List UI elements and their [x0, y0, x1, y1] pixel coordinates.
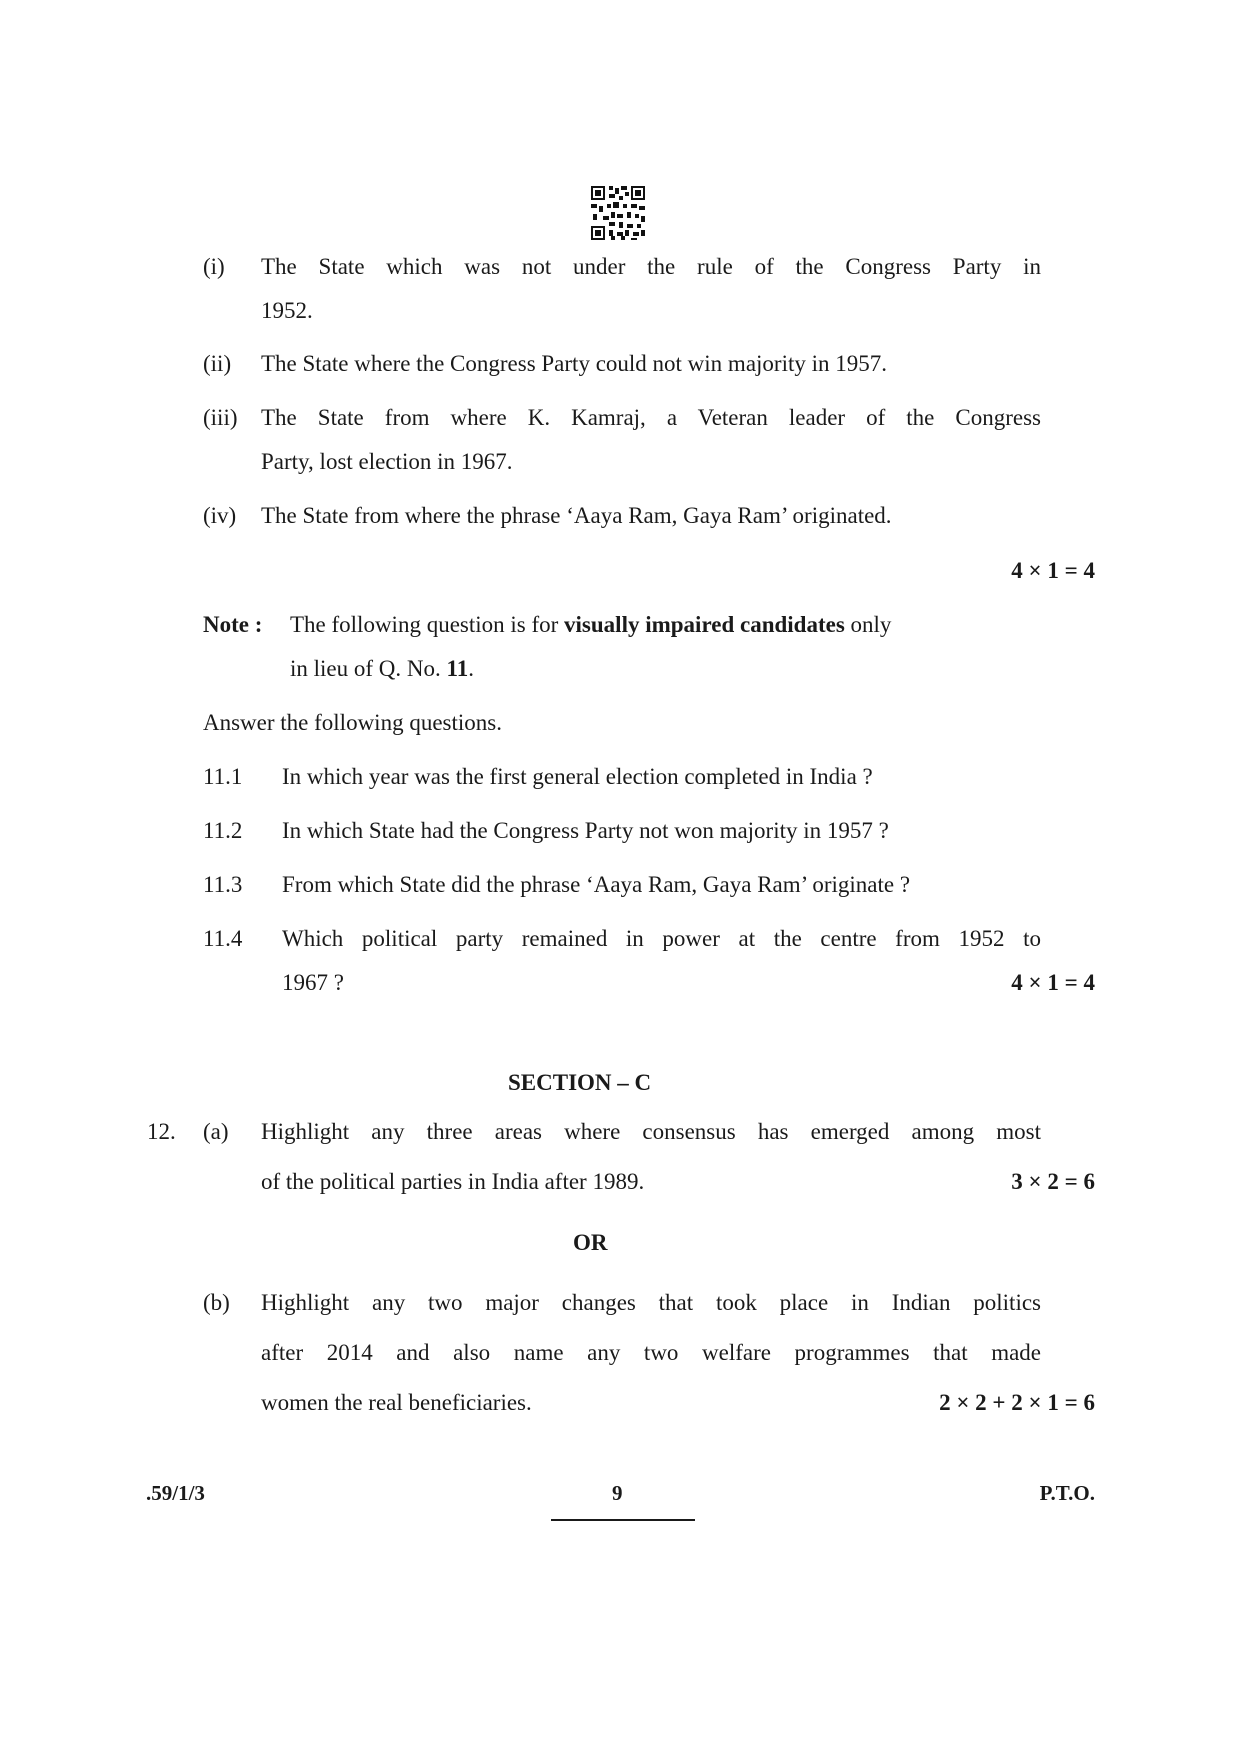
marks-allocation: 4 × 1 = 4 — [1011, 558, 1095, 583]
note-text: in lieu of Q. No. — [290, 656, 441, 681]
or-separator: OR — [573, 1230, 608, 1255]
sub-item-text: Party, lost election in 1967. — [261, 449, 513, 474]
answer-intro: Answer the following questions. — [203, 710, 502, 735]
sub-item-text: The State which was not under the rule of the Congress Party in — [261, 254, 1041, 279]
sub-item-number: (iii) — [203, 405, 238, 430]
question-number: 11.4 — [203, 926, 243, 951]
note-text-line2 — [290, 656, 474, 682]
question-text: 1967 ? — [282, 970, 344, 995]
question-text: In which year was the first general election completed in India ? — [282, 764, 873, 789]
marks-allocation: 4 × 1 = 4 — [1011, 970, 1095, 995]
note-text: only — [850, 612, 892, 637]
sub-item-text: The State from where the phrase ‘Aaya Ram, Gaya Ram’ originated. — [261, 503, 892, 528]
marks-allocation: 2 × 2 + 2 × 1 = 6 — [939, 1390, 1095, 1415]
note-text: . — [468, 656, 474, 681]
note-label: Note : — [203, 612, 263, 637]
section-heading: SECTION – C — [508, 1070, 652, 1095]
question-number: 11.3 — [203, 872, 243, 897]
question-text: Highlight any three areas where consensus has emerged among most — [261, 1119, 1041, 1144]
sub-item-number: (ii) — [203, 351, 232, 376]
part-label: (a) — [203, 1119, 229, 1144]
part-label: (b) — [203, 1290, 230, 1315]
sub-item-number: (iv) — [203, 503, 237, 528]
sub-item-text: The State from where K. Kamraj, a Veteran leader of the Congress — [261, 405, 1041, 430]
question-text: From which State did the phrase ‘Aaya Ram, Gaya Ram’ originate ? — [282, 872, 911, 897]
question-number: 11.1 — [203, 764, 243, 789]
question-text: In which State had the Congress Party not won majority in 1957 ? — [282, 818, 889, 843]
note-text: The following question is for — [290, 612, 559, 637]
sub-item-text: 1952. — [261, 298, 313, 323]
paper-code: .59/1/3 — [146, 1481, 205, 1505]
question-text: women the real beneficiaries. — [261, 1390, 532, 1415]
question-text: Which political party remained in power at the centre from 1952 to — [282, 926, 1041, 951]
sub-item-text: The State where the Congress Party could not win majority in 1957. — [261, 351, 887, 376]
question-text: after 2014 and also name any two welfare programmes that made — [261, 1340, 1041, 1365]
question-text: Highlight any two major changes that took place in Indian politics — [261, 1290, 1041, 1315]
qr-code-icon — [591, 186, 645, 240]
question-number: 11.2 — [203, 818, 243, 843]
footer-rule — [551, 1519, 695, 1521]
note-emphasis: visually impaired candidates — [564, 612, 845, 637]
question-text: of the political parties in India after 1989. — [261, 1169, 645, 1194]
question-number: 12. — [147, 1119, 176, 1144]
note-text-line1 — [290, 612, 891, 638]
note-question-ref: 11 — [446, 656, 469, 681]
marks-allocation: 3 × 2 = 6 — [1011, 1169, 1095, 1194]
sub-item-number: (i) — [203, 254, 225, 279]
page-number: 9 — [612, 1481, 623, 1505]
pto-label: P.T.O. — [1039, 1481, 1095, 1505]
